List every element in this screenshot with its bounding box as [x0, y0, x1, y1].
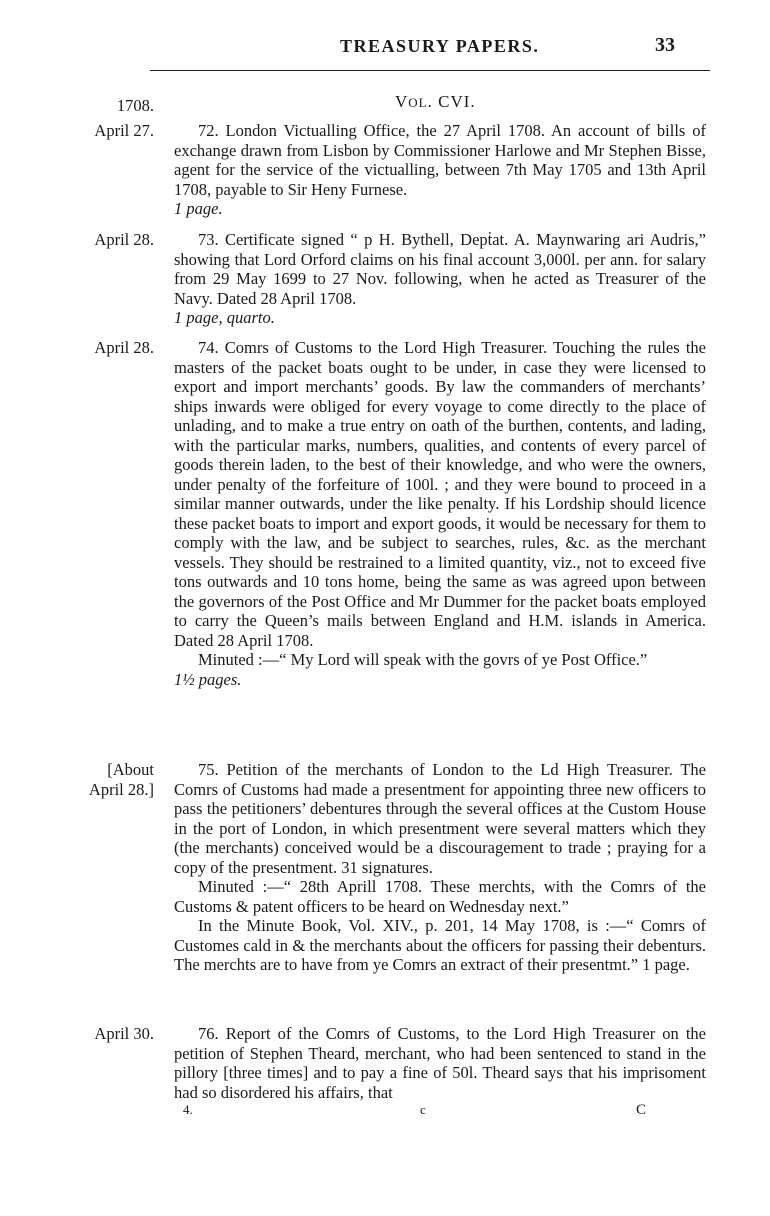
entry-paragraph: 76. Report of the Comrs of Customs, to the Lord High Treasurer on the petition of Stephen Theard, merchant, who had been sentenced to stand in the pillory [three times] and to pay a fine of 50l. Theard says that his imprisoment had so disordered his affairs, that	[174, 1024, 706, 1102]
signature-middle: c	[420, 1102, 426, 1117]
signature-left: 4.	[183, 1102, 193, 1117]
entry-date: [About April 28.]	[88, 760, 154, 799]
entry-date: April 30.	[94, 1024, 154, 1043]
signature-right: C	[636, 1102, 647, 1118]
running-title: TREASURY PAPERS.	[340, 36, 540, 56]
minute-note: Minuted :—“ 28th Aprill 1708. These merchts, with the Comrs of the Customs & patent officers to be heard on Wednesday next.”	[174, 877, 706, 916]
entry-date: April 27.	[94, 121, 154, 140]
entry-body	[174, 121, 706, 219]
page-count: 1 page.	[174, 199, 223, 218]
minute-note: Minuted :—“ My Lord will speak with the govrs of ye Post Office.”	[198, 650, 648, 669]
minute-book-note: In the Minute Book, Vol. XIV., p. 201, 14 May 1708, is :—“ Comrs of Customes cald in & the merchants about the officers for passing their debenturs. The merchts are to have from ye Comrs an extract of their presentmt.” 1 page.	[174, 916, 706, 974]
entry-body	[174, 1024, 706, 1102]
header-rule	[150, 70, 710, 71]
running-head	[0, 36, 770, 64]
entry-body	[174, 338, 706, 689]
volume-heading: VOL. CVI.	[395, 92, 476, 111]
entry-date: April 28.	[94, 230, 154, 249]
entry-paragraph: 73. Certificate signed “ p H. Bythell, Depṫat. A. Maynwaring ari Audris,” showing that Lord Orford claims on his final account 3,000l. per ann. for salary from 29 May 1699 to 27 Nov. following, when he acted as Treasurer of the Navy. Dated 28 April 1708.	[174, 230, 706, 308]
year-marginal: 1708.	[116, 96, 154, 115]
entry-paragraph: 75. Petition of the merchants of London to the Ld High Treasurer. The Comrs of Customs had made a presentment for appointing three new officers to pass the petitioners’ debentures through the several offices at the Custom House in the port of London, in which presentment were several matters which they (the merchants) conceived would be a discouragement to trade ; praying for a copy of the presentment. 31 signatures.	[174, 760, 706, 877]
entry-body	[174, 760, 706, 975]
page-count: 1½ pages.	[174, 669, 242, 689]
entry-body	[174, 230, 706, 328]
entry-date: April 28.	[94, 338, 154, 357]
page-count: 1 page, quarto.	[174, 308, 275, 327]
entry-paragraph: 74. Comrs of Customs to the Lord High Treasurer. Touching the rules the masters of the packet boats ought to be under, in case they were licensed to export and import merchants’ goods. By law the commanders of merchants’ ships inwards were obliged for every voyage to come directly to the place of unlading, and to make a true entry on oath of the burthen, contents, and lading, with the particular marks, numbers, qualities, and contents of every parcel of goods therein laden, to the best of their knowledge, and who were the owners, under penalty of the forfeiture of 100l. ; and they were bound to proceed in a similar manner outwards, under the like penalty. If his Lordship should licence these packet boats to import and export goods, it would be necessary for them to comply with the law, and be subject to searches, rules, &c. as the merchant vessels. They should be restrained to a limited quantity, viz., not to exceed five tons outwards and 10 tons home, being the same as was agreed upon between the governors of the Post Office and Mr Dummer for the packet boats employed to carry the Queen’s mails between England and H.M. islands in America. Dated 28 April 1708.	[174, 338, 706, 650]
page-number: 33	[655, 34, 675, 56]
entry-paragraph: 72. London Victualling Office, the 27 April 1708. An account of bills of exchange drawn from Lisbon by Commissioner Harlowe and Mr Stephen Bisse, agent for the service of the victualling, between 7th May 1705 and 13th April 1708, payable to Sir Heny Furnese.	[174, 121, 706, 199]
